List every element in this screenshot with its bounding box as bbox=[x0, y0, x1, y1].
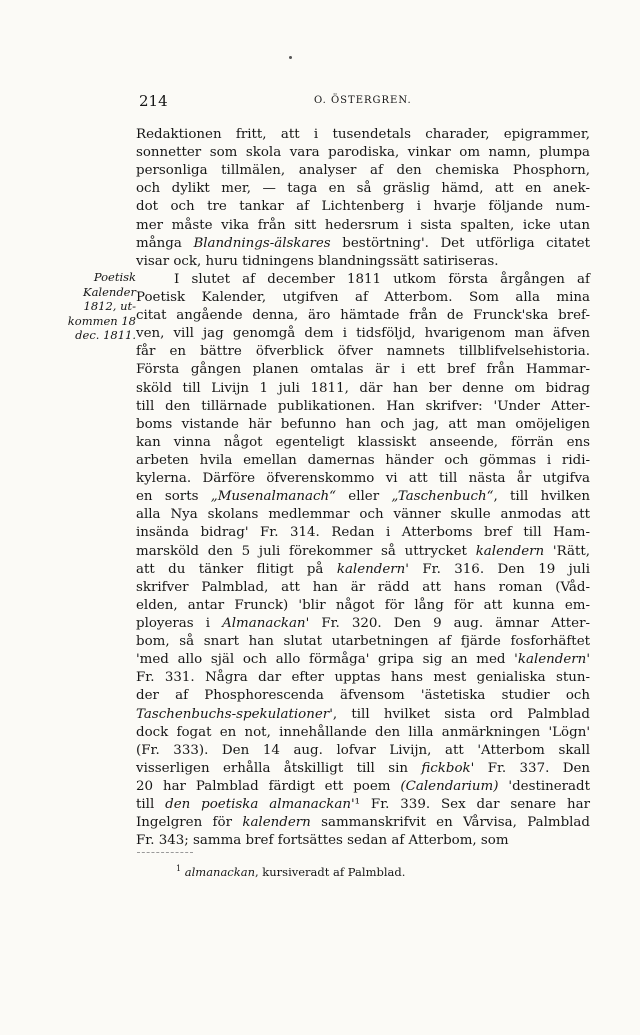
text-line: dot och tre tankar af Lichtenberg i hvarje följande num- bbox=[136, 199, 590, 215]
text-line: visserligen erhålla åtskilligt till sin fickbok' Fr. 337. Den bbox=[136, 760, 591, 776]
text-line: elden, antar Frunck) 'blir något för lång för att kunna em- bbox=[136, 597, 590, 613]
text-line: Taschenbuchs-spekulationer', till hvilket sista ord Palmblad bbox=[136, 706, 590, 722]
text-line: kan vinna något egenteligt klassiskt anseende, förrän ens bbox=[136, 434, 590, 450]
text-line: citat angående denna, äro hämtade från de Frunck'ska bref- bbox=[136, 308, 590, 324]
text-line: 20 har Palmblad färdigt ett poem (Calendarium) 'destineradt bbox=[136, 778, 590, 794]
text-line: kylerna. Därföre öfverenskommo vi att till nästa år utgifva bbox=[136, 471, 590, 487]
text-line: 'med allo själ och allo förmåga' gripa sig an med 'kalendern' bbox=[136, 652, 590, 668]
text-line: får en bättre öfverblick öfver namnets tillblifvelsehistoria. bbox=[136, 344, 590, 360]
text-line: Fr. 331. Några dar efter upptas hans mest genialiska stun- bbox=[136, 670, 590, 686]
text-line: Redaktionen fritt, att i tusendetals charader, epigrammer, bbox=[136, 127, 590, 142]
marginal-note-line: Poetisk bbox=[93, 270, 136, 284]
print-speck bbox=[289, 56, 292, 59]
text-line: Första gången planen omtalas är i ett bref från Hammar- bbox=[136, 362, 590, 378]
text-line: Ingelgren för kalendern sammanskrifvit en Vårvisa, Palmblad bbox=[136, 815, 590, 831]
text-line: skrifver Palmblad, att han är rädd att hans roman (Våd- bbox=[136, 579, 590, 595]
text-line: visar ock, huru tidningens blandningssätt satiriseras. bbox=[136, 253, 499, 269]
text-line: bom, så snart han slutat utarbetningen af fjärde fosforhäftet bbox=[136, 634, 590, 650]
text-line: Poetisk Kalender, utgifven af Atterbom. Som alla mina bbox=[136, 289, 590, 305]
text-line: (Fr. 333). Den 14 aug. lofvar Livijn, att 'Atterbom skall bbox=[136, 742, 590, 758]
text-line: insända bidrag' Fr. 314. Redan i Atterboms bref till Ham- bbox=[136, 525, 590, 541]
footnote bbox=[176, 864, 405, 879]
footnote-marker: 1 bbox=[176, 864, 182, 873]
marginal-note-line: dec. 1811. bbox=[75, 328, 136, 343]
text-line: der af Phosphorescenda äfvensom 'ästetiska studier och bbox=[136, 688, 590, 704]
text-line: till den poetiska almanackan'¹ Fr. 339. Sex dar senare har bbox=[136, 797, 590, 813]
marginal-note-line: 1812, ut- bbox=[83, 299, 136, 314]
text-line: marsköld den 5 juli förekommer så uttrycket kalendern 'Rätt, bbox=[136, 543, 590, 559]
text-line: en sorts „Musenalmanach“ eller „Taschenbuch“, till hvilken bbox=[136, 489, 590, 505]
text-line: ployeras i Almanackan' Fr. 320. Den 9 aug. ämnar Atter- bbox=[136, 615, 590, 631]
footnote-rule bbox=[137, 852, 193, 853]
text-line: sonnetter som skola vara parodiska, vinkar om namn, plumpa bbox=[136, 145, 590, 161]
text-line: Fr. 343; samma bref fortsättes sedan af Atterbom, som bbox=[136, 833, 509, 849]
running-head: O. ÖSTERGREN. bbox=[314, 95, 412, 106]
text-line: och dylikt mer, — taga en så gräslig hämd, att en anek- bbox=[136, 181, 590, 197]
text-line: mer måste vika från sitt hedersrum i sista spalten, icke utan bbox=[136, 217, 590, 233]
text-line: personliga tillmälen, analyser af den chemiska Phosphorn, bbox=[136, 163, 590, 179]
marginal-note-line: Kalender bbox=[82, 284, 136, 299]
body-text bbox=[136, 126, 590, 850]
text-line: många Blandnings-älskares bestörtning'. Det utförliga citatet bbox=[136, 235, 590, 251]
text-line: alla Nya skolans medlemmar och vänner skulle anmodas att bbox=[136, 507, 590, 523]
footnote-text: almanackan, kursiveradt af Palmblad. bbox=[184, 864, 406, 879]
text-line: arbeten hvila emellan damernas händer och gömmas i ridi- bbox=[136, 452, 590, 468]
marginal-note bbox=[58, 270, 136, 343]
marginal-note-line: kommen 18 bbox=[67, 313, 136, 328]
text-line: I slutet af december 1811 utkom första årgången af bbox=[174, 271, 590, 287]
text-line: sköld till Livijn 1 juli 1811, där han ber denne om bidrag bbox=[136, 380, 590, 396]
page-number: 214 bbox=[139, 92, 168, 110]
text-line: till den tillärnade publikationen. Han skrifver: 'Under Atter- bbox=[136, 398, 590, 414]
text-line: ven, vill jag genomgå dem i tidsföljd, hvarigenom man äfven bbox=[136, 326, 590, 342]
text-line: dock fogat en not, innehållande den lilla anmärkningen 'Lögn' bbox=[136, 724, 590, 740]
text-line: att du tänker flitigt på kalendern' Fr. 316. Den 19 juli bbox=[136, 561, 590, 577]
text-line: boms vistande här befunno han och jag, att man omöjeligen bbox=[136, 416, 590, 432]
